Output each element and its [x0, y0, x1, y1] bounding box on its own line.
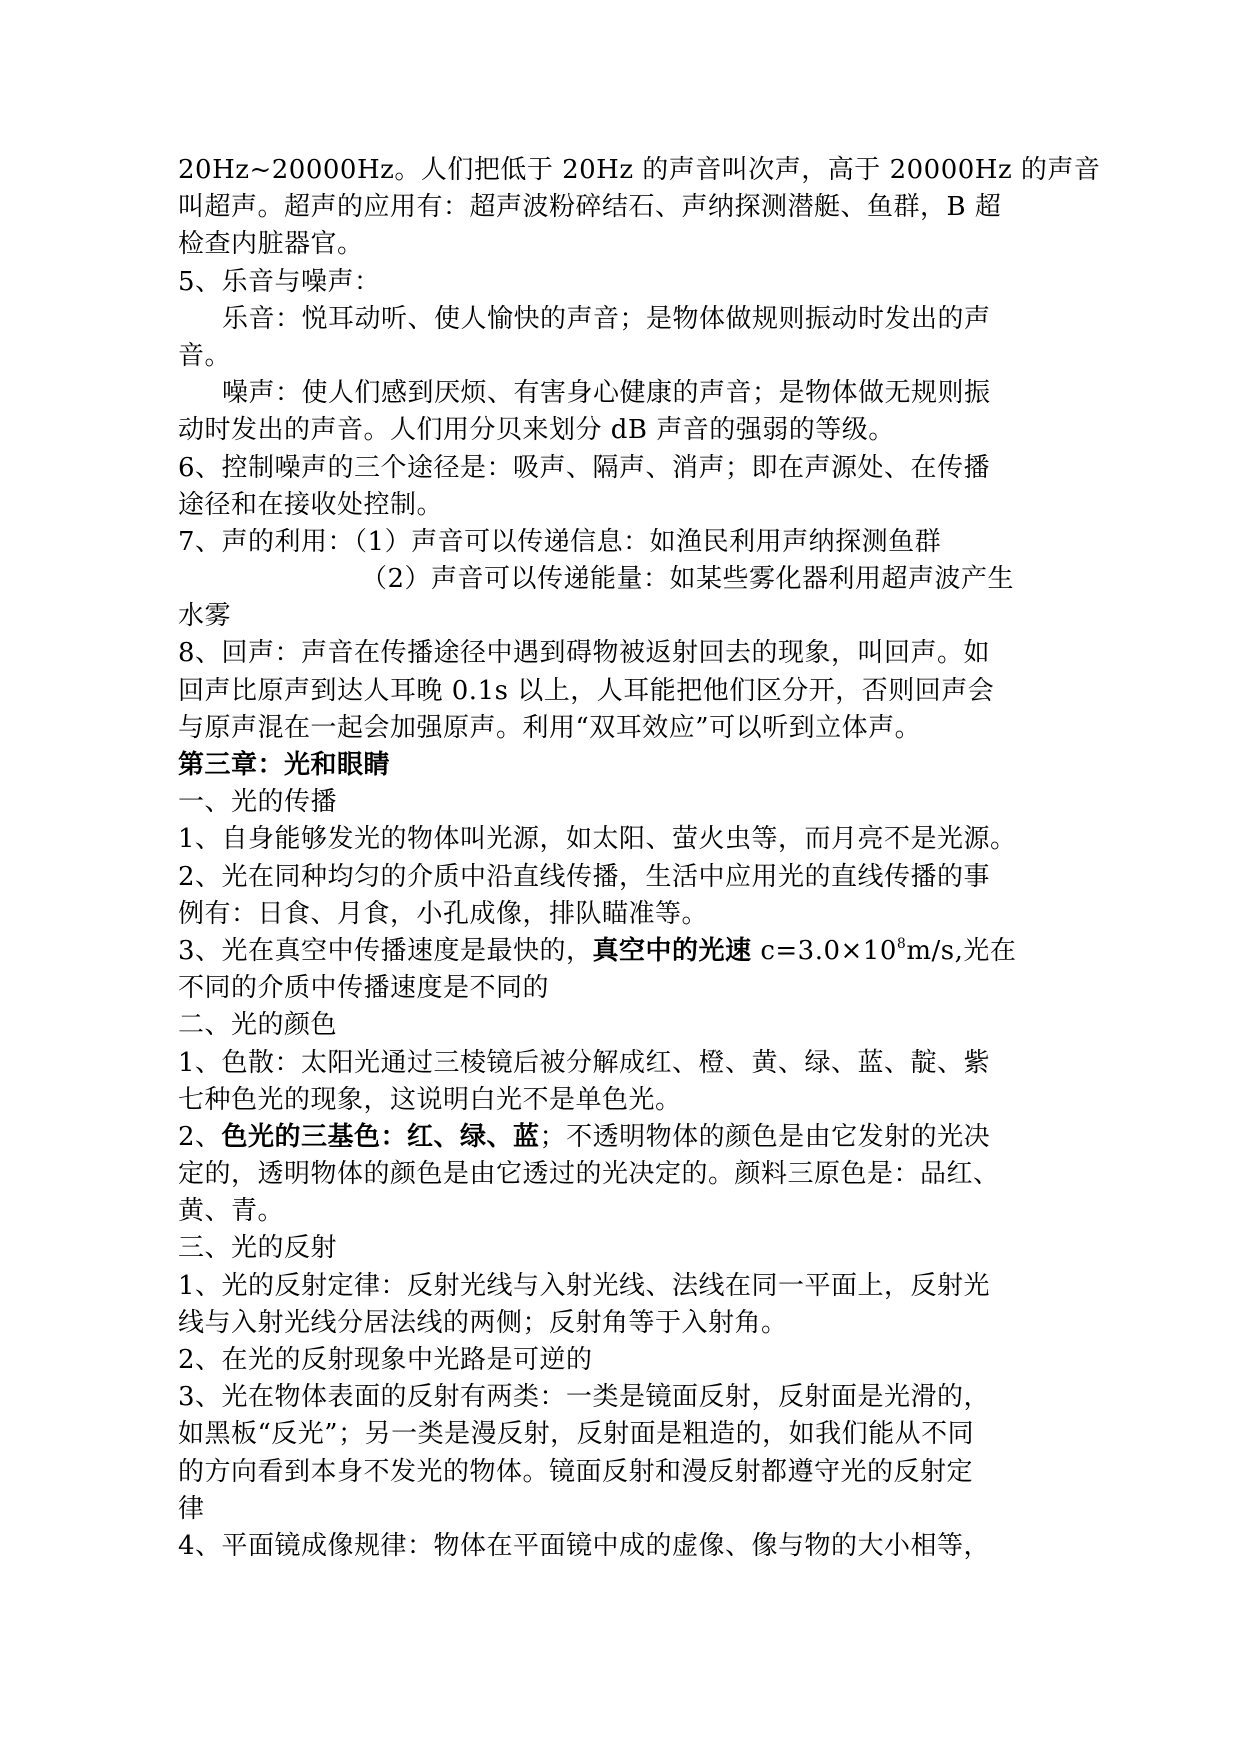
text-segment: 2、 [178, 1121, 222, 1152]
section-heading: 三、光的反射 [178, 1233, 338, 1264]
section-heading: 一、光的传播 [178, 787, 338, 818]
text-line: （2）声音可以传递能量：如某些雾化器利用超声波产生 [361, 564, 1015, 595]
text-segment: 3、光在真空中传播速度是最快的， [178, 935, 593, 966]
text-line: 不同的介质中传播速度是不同的 [178, 973, 550, 1004]
text-segment: c=3.0×10 [751, 935, 897, 966]
text-line: 1、自身能够发光的物体叫光源，如太阳、萤火虫等，而月亮不是光源。 [178, 824, 1017, 855]
text-line: 回声比原声到达人耳晚 0.1s 以上，人耳能把他们区分开，否则回声会 [178, 675, 995, 706]
document-page [178, 152, 1101, 1565]
text-line: 例有：日食、月食，小孔成像，排队瞄准等。 [178, 898, 709, 929]
text-line: 3、光在物体表面的反射有两类：一类是镜面反射，反射面是光滑的， [178, 1382, 991, 1413]
text-line: 音。 [178, 340, 232, 371]
text-line: 与原声混在一起会加强原声。利用“双耳效应”可以听到立体声。 [178, 712, 922, 743]
bold-segment: 真空中的光速 [592, 935, 752, 966]
text-line: 律 [178, 1493, 205, 1524]
text-line: 动时发出的声音。人们用分贝来划分 dB 声音的强弱的等级。 [178, 415, 895, 446]
text-line: 2、在光的反射现象中光路是可逆的 [178, 1345, 593, 1375]
text-line-light-speed [178, 933, 1078, 970]
text-line: 线与入射光线分居法线的两侧；反射角等于入射角。 [178, 1307, 788, 1338]
chapter-heading: 第三章：光和眼睛 [178, 750, 391, 780]
text-line: 水雾 [178, 601, 232, 632]
text-line: 检查内脏器官。 [178, 229, 364, 260]
text-line: 2、光在同种均匀的介质中沿直线传播，生活中应用光的直线传播的事 [178, 861, 991, 892]
bold-segment: 色光的三基色：红、绿、蓝 [221, 1121, 540, 1152]
text-line: 20Hz~20000Hz。人们把低于 20Hz 的声音叫次声，高于 20000Hz 的声音 [178, 155, 1101, 185]
text-line: 叫超声。超声的应用有：超声波粉碎结石、声纳探测潜艇、鱼群，B 超 [178, 192, 1002, 223]
text-line: 4、平面镜成像规律：物体在平面镜中成的虚像、像与物的大小相等， [178, 1530, 991, 1561]
text-line: 七种色光的现象，这说明白光不是单色光。 [178, 1084, 682, 1115]
text-line: 黄、青。 [178, 1196, 285, 1227]
text-line-primary-colors [178, 1119, 1078, 1156]
text-line: 如黑板“反光”；另一类是漫反射，反射面是粗造的，如我们能从不同 [178, 1419, 975, 1450]
section-heading: 5、乐音与噪声： [178, 266, 381, 297]
text-line: 6、控制噪声的三个途径是：吸声、隔声、消声；即在声源处、在传播 [178, 452, 991, 483]
text-line: 1、色散：太阳光通过三棱镜后被分解成红、橙、黄、绿、蓝、靛、紫 [178, 1047, 991, 1078]
text-segment: ；不透明物体的颜色是由它发射的光决 [539, 1121, 991, 1152]
text-line: 途径和在接收处控制。 [178, 489, 444, 520]
text-line: 7、声的利用：（1）声音可以传递信息：如渔民利用声纳探测鱼群 [178, 526, 942, 557]
text-segment: m/s,光在 [906, 935, 1017, 966]
text-line: 1、光的反射定律：反射光线与入射光线、法线在同一平面上，反射光 [178, 1270, 991, 1301]
text-line: 定的，透明物体的颜色是由它透过的光决定的。颜料三原色是：品红、 [178, 1159, 1000, 1190]
text-line: 8、回声：声音在传播途径中遇到碍物被返射回去的现象，叫回声。如 [178, 638, 991, 669]
text-line: 的方向看到本身不发光的物体。镜面反射和漫反射都遵守光的反射定 [178, 1456, 974, 1487]
text-line: 乐音：悦耳动听、使人愉快的声音；是物体做规则振动时发出的声 [222, 303, 991, 334]
text-line: 噪声：使人们感到厌烦、有害身心健康的声音；是物体做无规则振 [222, 378, 991, 409]
section-heading: 二、光的颜色 [178, 1010, 338, 1041]
exponent: 8 [896, 935, 907, 952]
